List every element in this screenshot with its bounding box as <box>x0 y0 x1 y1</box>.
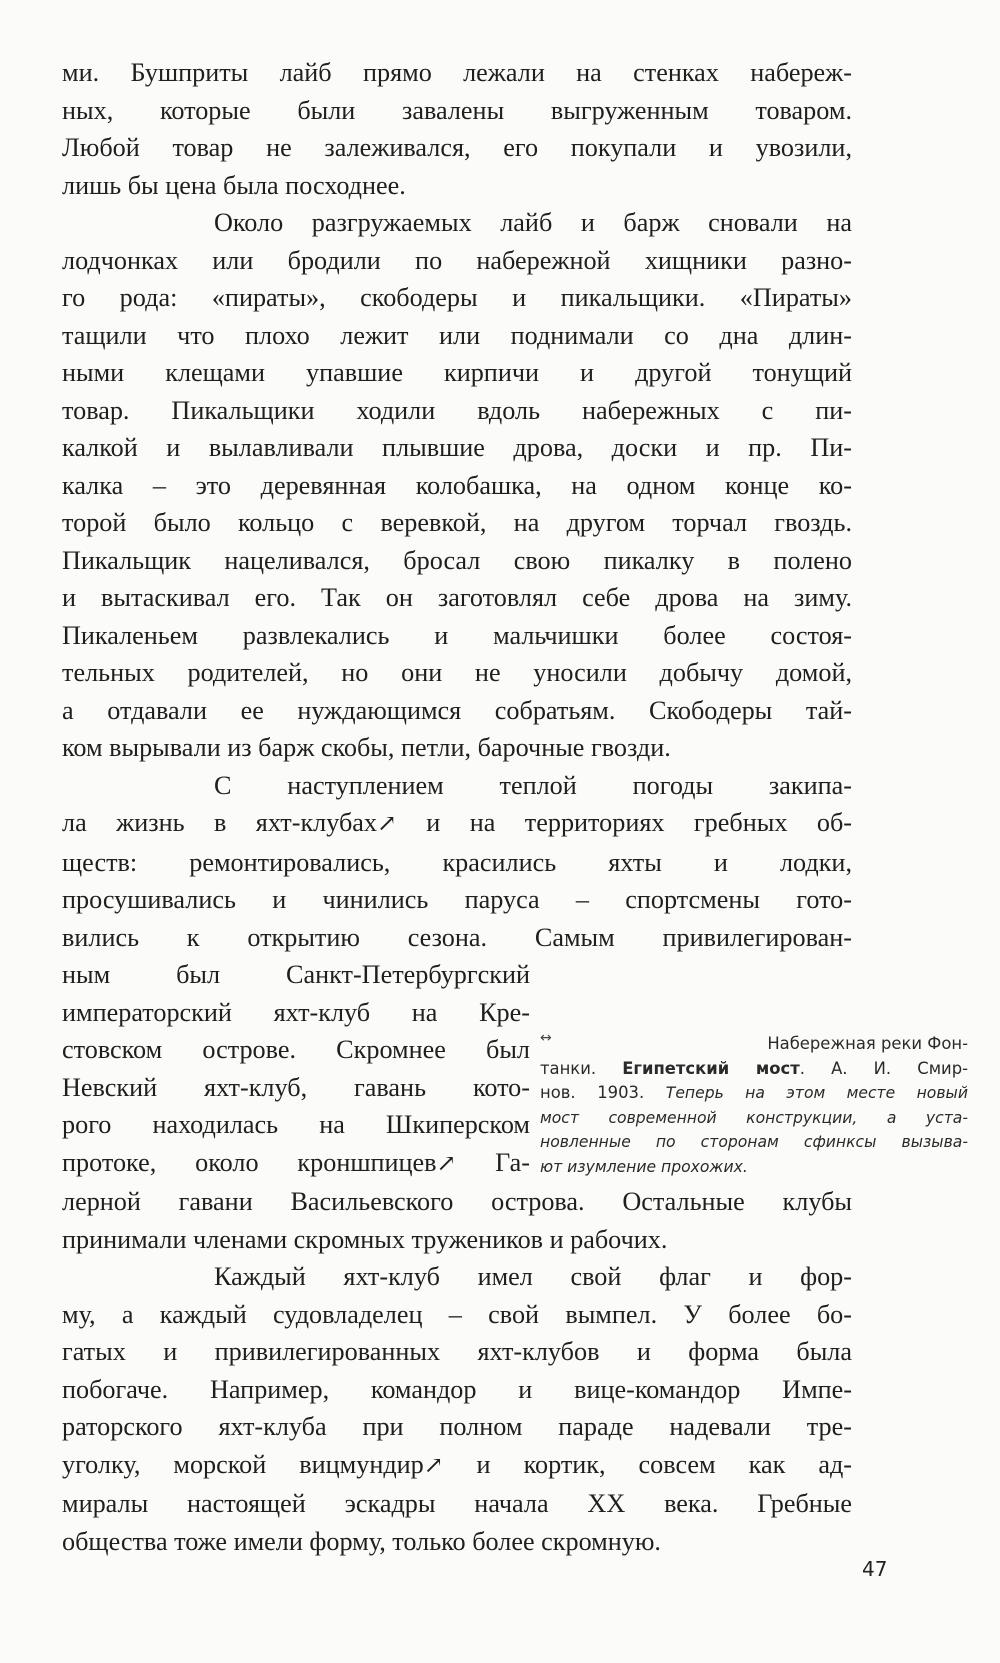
text-line <box>62 1144 530 1184</box>
text-line: С наступлением теплой погоды закипа- <box>214 770 852 800</box>
text-line: Невский яхт-клуб, гавань кото- <box>62 1072 530 1102</box>
body-text <box>62 54 852 1560</box>
text-fragment: ла жизнь в яхт-клубах <box>62 808 378 837</box>
text-line: ми. Бушприты лайб прямо лежали на стенках набереж- <box>62 58 852 87</box>
text-line: ком вырывали из барж скобы, петли, барочные гвозди. <box>62 733 671 762</box>
text-line: торой было кольцо с веревкой, на другом торчал гвоздь. <box>62 508 852 537</box>
text-line: принимали членами скромных тружеников и рабочих. <box>62 1224 668 1254</box>
caption-text: . А. И. Смир- <box>799 1058 969 1078</box>
text-line: Пикальщик нацеливался, бросал свою пикалку в полено <box>62 545 852 575</box>
text-line <box>62 1446 852 1486</box>
text-line: императорский яхт-клуб на Кре- <box>62 997 530 1027</box>
text-line: просушивались и чинились паруса – спортсмены гото- <box>62 885 852 914</box>
text-fragment: уголку, морской вицмундир <box>62 1449 424 1479</box>
text-line: Пикаленьем развлекались и мальчишки более состоя- <box>62 620 852 650</box>
text-line: калкой и вылавливали плывшие дрова, доски и пр. Пи- <box>62 433 852 462</box>
text-fragment: протоке, около кроншпицев <box>62 1147 437 1177</box>
caption-text: танки. <box>540 1058 623 1078</box>
text-line: гатых и привилегированных яхт-клубов и форма была <box>62 1337 852 1366</box>
text-line: Около разгружаемых лайб и барж сновали на <box>214 208 852 237</box>
text-line: тельных родителей, но они не уносили добычу домой, <box>62 658 852 687</box>
text-line: лерной гавани Васильевского острова. Остальные клубы <box>62 1187 852 1216</box>
text-line: общества тоже имели форму, только более скромную. <box>62 1526 661 1556</box>
text-line: вились к открытию сезона. Самым привилегирован- <box>62 922 852 952</box>
caption-line: ют изумление прохожих. <box>540 1157 748 1176</box>
double-arrow-icon: ↔ <box>540 1030 552 1046</box>
text-line: и вытаскивал его. Так он заготовлял себе дрова на зиму. <box>62 583 852 612</box>
text-line: рого находилась на Шкиперском <box>62 1110 530 1139</box>
caption-text: нов. 1903. <box>540 1083 666 1102</box>
caption-italic: Теперь на этом месте новый <box>665 1084 968 1102</box>
cross-reference-arrow-icon[interactable]: ↗ <box>423 1452 444 1479</box>
cross-reference-arrow-icon[interactable]: ↗ <box>436 1150 457 1177</box>
text-line: Любой товар не залеживался, его покупали и увозили, <box>62 133 852 162</box>
text-line <box>62 804 852 844</box>
text-line: лодчонках или бродили по набережной хищники разно- <box>62 245 852 275</box>
page-number: 47 <box>862 1557 888 1581</box>
caption-line: новленные по сторонам сфинксы вызыва- <box>540 1133 968 1151</box>
caption-line <box>540 1057 968 1082</box>
text-line: товар. Пикальщики ходили вдоль набережных с пи- <box>62 395 852 425</box>
text-line: стовском острове. Скромнее был <box>62 1035 530 1064</box>
text-line: го рода: «пираты», скободеры и пикальщики. «Пираты» <box>62 283 852 312</box>
text-fragment: Га- <box>456 1147 530 1177</box>
text-line: а отдавали ее нуждающимся собратьям. Скободеры тай- <box>62 695 852 725</box>
text-fragment: и кортик, совсем как ад- <box>443 1449 852 1479</box>
text-line: ными клещами упавшие кирпичи и другой тонущий <box>62 358 852 387</box>
caption-line: мост современной конструкции, а уста- <box>540 1108 968 1127</box>
caption-line <box>540 1081 968 1106</box>
text-line: тащили что плохо лежит или поднимали со дна длин- <box>62 320 852 350</box>
text-line: лишь бы цена была посходнее. <box>62 170 406 200</box>
caption-bold-title: Египетский мост <box>622 1058 800 1078</box>
caption-line: Набережная реки Фон- <box>767 1034 968 1053</box>
text-fragment: и на территориях гребных об- <box>396 808 852 837</box>
text-line: побогаче. Например, командор и вице-командор Импе- <box>62 1374 852 1404</box>
text-line: ществ: ремонтировались, красились яхты и лодки, <box>62 847 852 877</box>
text-line: миралы настоящей эскадры начала XX века. Гребные <box>62 1489 852 1518</box>
text-line: Каждый яхт-клуб имел свой флаг и фор- <box>214 1262 852 1291</box>
text-line: ным был Санкт-Петербургский <box>62 960 530 989</box>
cross-reference-arrow-icon[interactable]: ↗ <box>377 811 397 837</box>
text-line: ных, которые были завалены выгруженным товаром. <box>62 95 852 125</box>
text-line: раторского яхт-клуба при полном параде надевали тре- <box>62 1412 852 1441</box>
image-caption <box>540 1032 968 1179</box>
text-line: калка – это деревянная колобашка, на одном конце ко- <box>62 470 852 500</box>
text-line: му, а каждый судовладелец – свой вымпел. У более бо- <box>62 1299 852 1329</box>
